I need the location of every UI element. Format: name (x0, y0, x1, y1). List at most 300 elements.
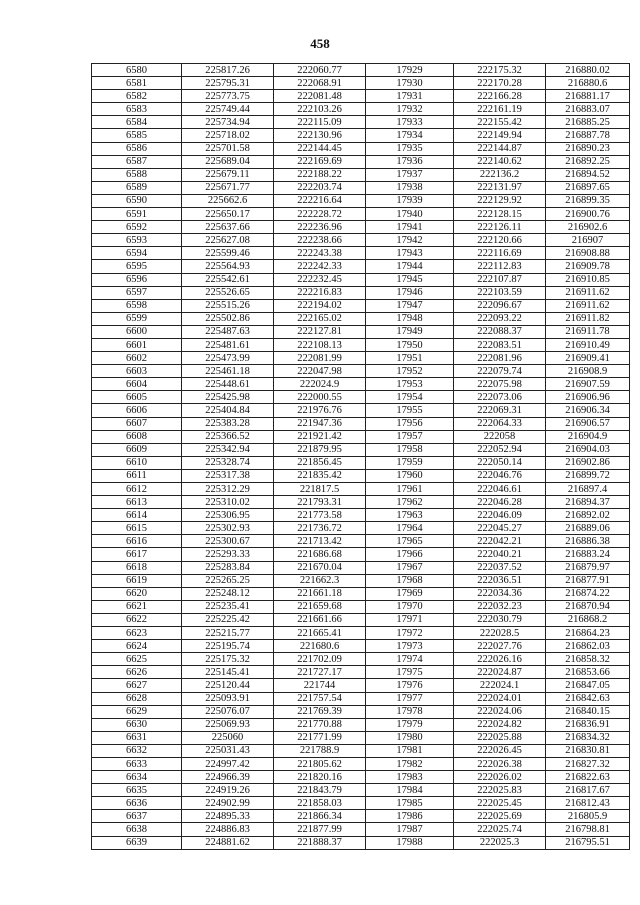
y-coordinate-cell: 216847.05 (546, 679, 630, 692)
point-id-cell: 17979 (366, 718, 454, 731)
point-id-cell: 6580 (92, 64, 182, 77)
table-row (92, 221, 630, 234)
x-coordinate-cell: 225225.42 (182, 613, 274, 626)
x-coordinate-cell: 225795.31 (182, 77, 274, 90)
table-row (92, 273, 630, 286)
y-coordinate-cell: 221858.03 (274, 797, 366, 810)
y-coordinate-cell: 216827.32 (546, 757, 630, 770)
x-coordinate-cell: 222103.59 (454, 286, 546, 299)
point-id-cell: 6581 (92, 77, 182, 90)
y-coordinate-cell: 216885.25 (546, 116, 630, 129)
table-row (92, 535, 630, 548)
y-coordinate-cell: 216911.78 (546, 325, 630, 338)
point-id-cell: 6586 (92, 142, 182, 155)
table-row (92, 417, 630, 430)
table-row (92, 90, 630, 103)
x-coordinate-cell: 222046.76 (454, 469, 546, 482)
table-row (92, 247, 630, 260)
x-coordinate-cell: 225564.93 (182, 260, 274, 273)
y-coordinate-cell: 216883.07 (546, 103, 630, 116)
point-id-cell: 6619 (92, 574, 182, 587)
point-id-cell: 17951 (366, 352, 454, 365)
x-coordinate-cell: 225120.44 (182, 679, 274, 692)
x-coordinate-cell: 225701.58 (182, 142, 274, 155)
point-id-cell: 6613 (92, 496, 182, 509)
y-coordinate-cell: 221866.34 (274, 810, 366, 823)
x-coordinate-cell: 222024.06 (454, 705, 546, 718)
point-id-cell: 6623 (92, 627, 182, 640)
table-row (92, 338, 630, 351)
x-coordinate-cell: 225689.04 (182, 155, 274, 168)
y-coordinate-cell: 221771.99 (274, 731, 366, 744)
x-coordinate-cell: 222116.69 (454, 247, 546, 260)
point-id-cell: 6639 (92, 836, 182, 849)
point-id-cell: 17980 (366, 731, 454, 744)
point-id-cell: 6590 (92, 194, 182, 207)
x-coordinate-cell: 222024.87 (454, 666, 546, 679)
x-coordinate-cell: 225773.75 (182, 90, 274, 103)
y-coordinate-cell: 216795.51 (546, 836, 630, 849)
point-id-cell: 17954 (366, 391, 454, 404)
y-coordinate-cell: 222000.55 (274, 391, 366, 404)
table-row (92, 731, 630, 744)
point-id-cell: 17945 (366, 273, 454, 286)
table-row (92, 653, 630, 666)
point-id-cell: 17943 (366, 247, 454, 260)
table-row (92, 456, 630, 469)
y-coordinate-cell: 221686.68 (274, 548, 366, 561)
y-coordinate-cell: 216881.17 (546, 90, 630, 103)
point-id-cell: 6606 (92, 404, 182, 417)
point-id-cell: 6627 (92, 679, 182, 692)
point-id-cell: 6602 (92, 352, 182, 365)
point-id-cell: 17944 (366, 260, 454, 273)
y-coordinate-cell: 222060.77 (274, 64, 366, 77)
table-row (92, 103, 630, 116)
table-row (92, 194, 630, 207)
y-coordinate-cell: 216899.72 (546, 469, 630, 482)
y-coordinate-cell: 221680.6 (274, 640, 366, 653)
table-row (92, 600, 630, 613)
x-coordinate-cell: 222050.14 (454, 456, 546, 469)
table-row (92, 286, 630, 299)
x-coordinate-cell: 222140.62 (454, 155, 546, 168)
x-coordinate-cell: 222042.21 (454, 535, 546, 548)
point-id-cell: 17984 (366, 784, 454, 797)
point-id-cell: 17974 (366, 653, 454, 666)
table-row (92, 443, 630, 456)
table-row (92, 260, 630, 273)
x-coordinate-cell: 225383.28 (182, 417, 274, 430)
x-coordinate-cell: 225599.46 (182, 247, 274, 260)
x-coordinate-cell: 225481.61 (182, 338, 274, 351)
y-coordinate-cell: 216910.49 (546, 338, 630, 351)
y-coordinate-cell: 221727.17 (274, 666, 366, 679)
point-id-cell: 17935 (366, 142, 454, 155)
point-id-cell: 6636 (92, 797, 182, 810)
point-id-cell: 6592 (92, 221, 182, 234)
point-id-cell: 17978 (366, 705, 454, 718)
point-id-cell: 6595 (92, 260, 182, 273)
table-row (92, 574, 630, 587)
point-id-cell: 17942 (366, 234, 454, 247)
x-coordinate-cell: 222025.69 (454, 810, 546, 823)
table-row (92, 469, 630, 482)
y-coordinate-cell: 221788.9 (274, 744, 366, 757)
table-row (92, 548, 630, 561)
point-id-cell: 17934 (366, 129, 454, 142)
point-id-cell: 6604 (92, 378, 182, 391)
x-coordinate-cell: 222075.98 (454, 378, 546, 391)
point-id-cell: 17957 (366, 430, 454, 443)
x-coordinate-cell: 222027.76 (454, 640, 546, 653)
table-row (92, 155, 630, 168)
y-coordinate-cell: 221793.31 (274, 496, 366, 509)
point-id-cell: 6622 (92, 613, 182, 626)
table-row (92, 299, 630, 312)
point-id-cell: 17936 (366, 155, 454, 168)
y-coordinate-cell: 222228.72 (274, 208, 366, 221)
x-coordinate-cell: 222026.16 (454, 653, 546, 666)
y-coordinate-cell: 216907.59 (546, 378, 630, 391)
y-coordinate-cell: 222068.91 (274, 77, 366, 90)
x-coordinate-cell: 222136.2 (454, 168, 546, 181)
x-coordinate-cell: 222026.38 (454, 757, 546, 770)
point-id-cell: 6600 (92, 325, 182, 338)
x-coordinate-cell: 225487.63 (182, 325, 274, 338)
y-coordinate-cell: 216906.34 (546, 404, 630, 417)
y-coordinate-cell: 216862.03 (546, 640, 630, 653)
x-coordinate-cell: 225300.67 (182, 535, 274, 548)
point-id-cell: 17973 (366, 640, 454, 653)
point-id-cell: 6587 (92, 155, 182, 168)
x-coordinate-cell: 224881.62 (182, 836, 274, 849)
x-coordinate-cell: 222088.37 (454, 325, 546, 338)
x-coordinate-cell: 222126.11 (454, 221, 546, 234)
point-id-cell: 17963 (366, 509, 454, 522)
y-coordinate-cell: 216842.63 (546, 692, 630, 705)
y-coordinate-cell: 216904.03 (546, 443, 630, 456)
point-id-cell: 6634 (92, 771, 182, 784)
point-id-cell: 6630 (92, 718, 182, 731)
point-id-cell: 17938 (366, 181, 454, 194)
x-coordinate-cell: 225526.65 (182, 286, 274, 299)
x-coordinate-cell: 222128.15 (454, 208, 546, 221)
point-id-cell: 17977 (366, 692, 454, 705)
y-coordinate-cell: 222216.83 (274, 286, 366, 299)
y-coordinate-cell: 216894.52 (546, 168, 630, 181)
point-id-cell: 17939 (366, 194, 454, 207)
table-row (92, 757, 630, 770)
x-coordinate-cell: 222120.66 (454, 234, 546, 247)
point-id-cell: 17961 (366, 483, 454, 496)
table-row (92, 404, 630, 417)
y-coordinate-cell: 221817.5 (274, 483, 366, 496)
y-coordinate-cell: 221659.68 (274, 600, 366, 613)
point-id-cell: 17987 (366, 823, 454, 836)
point-id-cell: 6610 (92, 456, 182, 469)
x-coordinate-cell: 222093.22 (454, 312, 546, 325)
y-coordinate-cell: 216909.78 (546, 260, 630, 273)
y-coordinate-cell: 221879.95 (274, 443, 366, 456)
point-id-cell: 6616 (92, 535, 182, 548)
table-row (92, 509, 630, 522)
point-id-cell: 6593 (92, 234, 182, 247)
table-row (92, 692, 630, 705)
point-id-cell: 6628 (92, 692, 182, 705)
table-row (92, 522, 630, 535)
x-coordinate-cell: 222058 (454, 430, 546, 443)
point-id-cell: 17932 (366, 103, 454, 116)
point-id-cell: 17968 (366, 574, 454, 587)
y-coordinate-cell: 221744 (274, 679, 366, 692)
x-coordinate-cell: 225749.44 (182, 103, 274, 116)
x-coordinate-cell: 222036.51 (454, 574, 546, 587)
point-id-cell: 17949 (366, 325, 454, 338)
x-coordinate-cell: 225283.84 (182, 561, 274, 574)
x-coordinate-cell: 222025.74 (454, 823, 546, 836)
y-coordinate-cell: 216911.62 (546, 299, 630, 312)
point-id-cell: 17931 (366, 90, 454, 103)
y-coordinate-cell: 216892.25 (546, 155, 630, 168)
y-coordinate-cell: 222024.9 (274, 378, 366, 391)
x-coordinate-cell: 222175.32 (454, 64, 546, 77)
point-id-cell: 6582 (92, 90, 182, 103)
x-coordinate-cell: 222025.88 (454, 731, 546, 744)
y-coordinate-cell: 221820.16 (274, 771, 366, 784)
y-coordinate-cell: 221888.37 (274, 836, 366, 849)
x-coordinate-cell: 222024.82 (454, 718, 546, 731)
table-row (92, 64, 630, 77)
y-coordinate-cell: 216886.38 (546, 535, 630, 548)
point-id-cell: 6632 (92, 744, 182, 757)
table-row (92, 325, 630, 338)
point-id-cell: 17955 (366, 404, 454, 417)
point-id-cell: 17956 (366, 417, 454, 430)
point-id-cell: 17976 (366, 679, 454, 692)
x-coordinate-cell: 225650.17 (182, 208, 274, 221)
y-coordinate-cell: 216908.9 (546, 365, 630, 378)
y-coordinate-cell: 216877.91 (546, 574, 630, 587)
x-coordinate-cell: 222037.52 (454, 561, 546, 574)
y-coordinate-cell: 221661.66 (274, 613, 366, 626)
point-id-cell: 6631 (92, 731, 182, 744)
y-coordinate-cell: 216889.06 (546, 522, 630, 535)
x-coordinate-cell: 222025.83 (454, 784, 546, 797)
point-id-cell: 6609 (92, 443, 182, 456)
y-coordinate-cell: 221947.36 (274, 417, 366, 430)
point-id-cell: 17970 (366, 600, 454, 613)
y-coordinate-cell: 216897.65 (546, 181, 630, 194)
y-coordinate-cell: 222047.98 (274, 365, 366, 378)
y-coordinate-cell: 222243.38 (274, 247, 366, 260)
table-row (92, 312, 630, 325)
point-id-cell: 17966 (366, 548, 454, 561)
y-coordinate-cell: 221736.72 (274, 522, 366, 535)
point-id-cell: 6597 (92, 286, 182, 299)
x-coordinate-cell: 225069.93 (182, 718, 274, 731)
y-coordinate-cell: 216911.62 (546, 286, 630, 299)
x-coordinate-cell: 222046.61 (454, 483, 546, 496)
x-coordinate-cell: 222024.01 (454, 692, 546, 705)
x-coordinate-cell: 224895.33 (182, 810, 274, 823)
y-coordinate-cell: 222236.96 (274, 221, 366, 234)
x-coordinate-cell: 225542.61 (182, 273, 274, 286)
x-coordinate-cell: 225215.77 (182, 627, 274, 640)
coordinates-table (91, 63, 630, 850)
point-id-cell: 6614 (92, 509, 182, 522)
x-coordinate-cell: 225448.61 (182, 378, 274, 391)
x-coordinate-cell: 225366.52 (182, 430, 274, 443)
y-coordinate-cell: 216892.02 (546, 509, 630, 522)
y-coordinate-cell: 216904.9 (546, 430, 630, 443)
x-coordinate-cell: 225195.74 (182, 640, 274, 653)
x-coordinate-cell: 222073.06 (454, 391, 546, 404)
point-id-cell: 6591 (92, 208, 182, 221)
point-id-cell: 6629 (92, 705, 182, 718)
y-coordinate-cell: 222144.45 (274, 142, 366, 155)
table-row (92, 208, 630, 221)
point-id-cell: 17988 (366, 836, 454, 849)
point-id-cell: 17958 (366, 443, 454, 456)
table-row (92, 496, 630, 509)
x-coordinate-cell: 225817.26 (182, 64, 274, 77)
y-coordinate-cell: 221773.58 (274, 509, 366, 522)
y-coordinate-cell: 216812.43 (546, 797, 630, 810)
x-coordinate-cell: 222129.92 (454, 194, 546, 207)
table-row (92, 718, 630, 731)
point-id-cell: 6611 (92, 469, 182, 482)
table-row (92, 744, 630, 757)
y-coordinate-cell: 222081.48 (274, 90, 366, 103)
table-row (92, 430, 630, 443)
table-row (92, 613, 630, 626)
y-coordinate-cell: 222169.69 (274, 155, 366, 168)
x-coordinate-cell: 225404.84 (182, 404, 274, 417)
point-id-cell: 6594 (92, 247, 182, 260)
y-coordinate-cell: 221921.42 (274, 430, 366, 443)
y-coordinate-cell: 221835.42 (274, 469, 366, 482)
x-coordinate-cell: 222045.27 (454, 522, 546, 535)
y-coordinate-cell: 216874.22 (546, 587, 630, 600)
x-coordinate-cell: 225312.29 (182, 483, 274, 496)
y-coordinate-cell: 222216.64 (274, 194, 366, 207)
table-row (92, 823, 630, 836)
table-row (92, 77, 630, 90)
x-coordinate-cell: 222032.23 (454, 600, 546, 613)
y-coordinate-cell: 221661.18 (274, 587, 366, 600)
x-coordinate-cell: 225265.25 (182, 574, 274, 587)
point-id-cell: 17985 (366, 797, 454, 810)
y-coordinate-cell: 222115.09 (274, 116, 366, 129)
point-id-cell: 6625 (92, 653, 182, 666)
point-id-cell: 17946 (366, 286, 454, 299)
y-coordinate-cell: 216906.96 (546, 391, 630, 404)
x-coordinate-cell: 222024.1 (454, 679, 546, 692)
table-body (92, 64, 630, 850)
point-id-cell: 17930 (366, 77, 454, 90)
x-coordinate-cell: 225671.77 (182, 181, 274, 194)
x-coordinate-cell: 222144.87 (454, 142, 546, 155)
x-coordinate-cell: 225293.33 (182, 548, 274, 561)
x-coordinate-cell: 222026.45 (454, 744, 546, 757)
x-coordinate-cell: 222170.28 (454, 77, 546, 90)
point-id-cell: 17983 (366, 771, 454, 784)
x-coordinate-cell: 225175.32 (182, 653, 274, 666)
point-id-cell: 6605 (92, 391, 182, 404)
point-id-cell: 17981 (366, 744, 454, 757)
point-id-cell: 17986 (366, 810, 454, 823)
point-id-cell: 17948 (366, 312, 454, 325)
point-id-cell: 6588 (92, 168, 182, 181)
point-id-cell: 6608 (92, 430, 182, 443)
point-id-cell: 6633 (92, 757, 182, 770)
y-coordinate-cell: 216853.66 (546, 666, 630, 679)
y-coordinate-cell: 216836.91 (546, 718, 630, 731)
point-id-cell: 6596 (92, 273, 182, 286)
y-coordinate-cell: 222242.33 (274, 260, 366, 273)
table-row (92, 116, 630, 129)
point-id-cell: 17969 (366, 587, 454, 600)
y-coordinate-cell: 216840.15 (546, 705, 630, 718)
point-id-cell: 17964 (366, 522, 454, 535)
point-id-cell: 6583 (92, 103, 182, 116)
x-coordinate-cell: 222107.87 (454, 273, 546, 286)
y-coordinate-cell: 216910.85 (546, 273, 630, 286)
x-coordinate-cell: 225060 (182, 731, 274, 744)
point-id-cell: 17965 (366, 535, 454, 548)
x-coordinate-cell: 225627.08 (182, 234, 274, 247)
point-id-cell: 17950 (366, 338, 454, 351)
point-id-cell: 6626 (92, 666, 182, 679)
table-row (92, 129, 630, 142)
table-row (92, 378, 630, 391)
y-coordinate-cell: 216899.35 (546, 194, 630, 207)
x-coordinate-cell: 225734.94 (182, 116, 274, 129)
y-coordinate-cell: 216902.6 (546, 221, 630, 234)
x-coordinate-cell: 224997.42 (182, 757, 274, 770)
y-coordinate-cell: 222188.22 (274, 168, 366, 181)
table-row (92, 640, 630, 653)
y-coordinate-cell: 221877.99 (274, 823, 366, 836)
y-coordinate-cell: 221757.54 (274, 692, 366, 705)
y-coordinate-cell: 216890.23 (546, 142, 630, 155)
x-coordinate-cell: 225145.41 (182, 666, 274, 679)
point-id-cell: 6598 (92, 299, 182, 312)
point-id-cell: 6635 (92, 784, 182, 797)
table-row (92, 391, 630, 404)
x-coordinate-cell: 222166.28 (454, 90, 546, 103)
table-row (92, 142, 630, 155)
x-coordinate-cell: 222149.94 (454, 129, 546, 142)
y-coordinate-cell: 222081.99 (274, 352, 366, 365)
y-coordinate-cell: 216909.41 (546, 352, 630, 365)
x-coordinate-cell: 225248.12 (182, 587, 274, 600)
x-coordinate-cell: 222131.97 (454, 181, 546, 194)
table-row (92, 836, 630, 849)
y-coordinate-cell: 216822.63 (546, 771, 630, 784)
y-coordinate-cell: 216906.57 (546, 417, 630, 430)
y-coordinate-cell: 221976.76 (274, 404, 366, 417)
x-coordinate-cell: 225235.41 (182, 600, 274, 613)
y-coordinate-cell: 222232.45 (274, 273, 366, 286)
y-coordinate-cell: 221843.79 (274, 784, 366, 797)
table-row (92, 561, 630, 574)
x-coordinate-cell: 225306.95 (182, 509, 274, 522)
table-row (92, 679, 630, 692)
x-coordinate-cell: 222028.5 (454, 627, 546, 640)
point-id-cell: 17971 (366, 613, 454, 626)
